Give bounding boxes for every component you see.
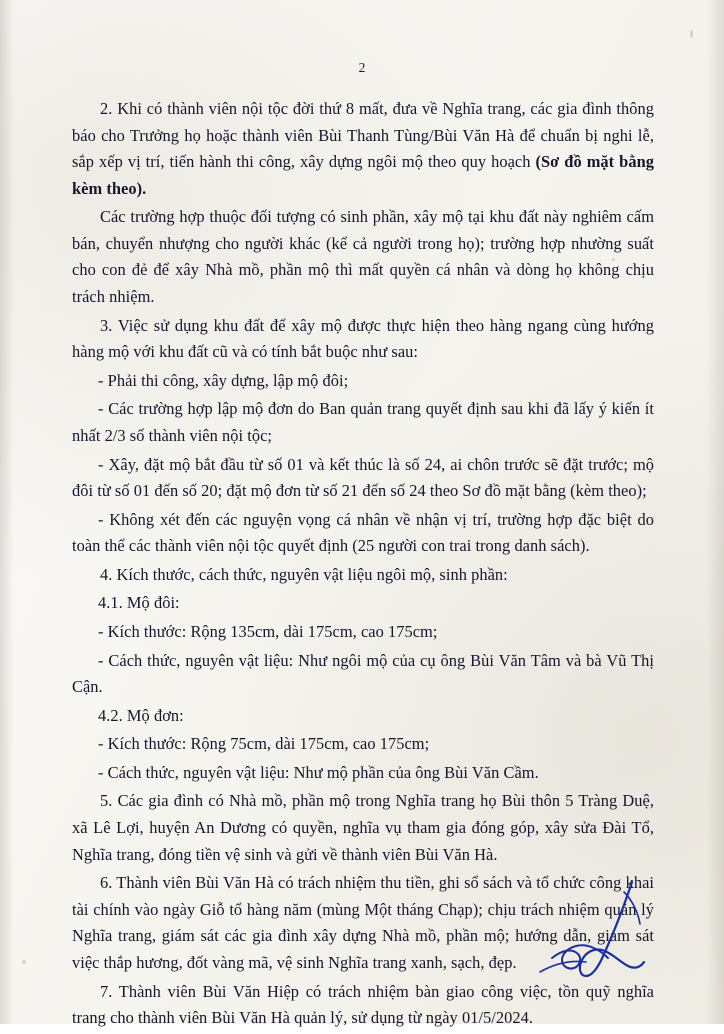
paragraph-3-item-a: - Phải thi công, xây dựng, lập mộ đôi;	[98, 370, 349, 390]
paragraph-4-1-size: - Kích thước: Rộng 135cm, dài 175cm, cao 175cm;	[98, 621, 438, 641]
page-number: 2	[358, 60, 366, 75]
paragraph-5: 5. Các gia đình có Nhà mồ, phần mộ trong Nghĩa trang họ Bùi thôn 5 Tràng Duệ, xã Lê Lợi, huyện An Dương có quyền, nghĩa vụ tham gia đóng góp, xây sửa Đài Tổ, Nghĩa trang, đóng tiền vệ sinh và gửi về thành viên Bùi Văn Hà.	[72, 791, 654, 864]
paragraph-3-item-c: - Xây, đặt mộ bắt đầu từ số 01 và kết thúc là số 24, ai chôn trước sẽ đặt trước; mộ đôi từ số 01 đến số 20; đặt mộ đơn từ số 21 đến số 24 theo Sơ đồ mặt bằng (kèm theo);	[72, 454, 654, 501]
paragraph-4-1-material: - Cách thức, nguyên vật liệu: Như ngôi mộ của cụ ông Bùi Văn Tâm và bà Vũ Thị Cận.	[72, 650, 654, 697]
paragraph-4-1-heading: 4.1. Mộ đôi:	[98, 593, 180, 613]
paragraph-4: 4. Kích thước, cách thức, nguyên vật liệu ngôi mộ, sinh phần:	[100, 564, 508, 584]
left-edge-shadow	[0, 0, 14, 1024]
paragraph-7: 7. Thành viên Bùi Văn Hiệp có trách nhiệm bàn giao công việc, tồn quỹ nghĩa trang cho thành viên Bùi Văn Hà quản lý, sử dụng từ ngày 01/5/2024.	[72, 981, 654, 1028]
paragraph-3-item-b: - Các trường hợp lập mộ đơn do Ban quản trang quyết định sau khi đã lấy ý kiến ít nhất 2/3 số thành viên nội tộc;	[72, 399, 654, 445]
paragraph-4-2-heading: 4.2. Mộ đơn:	[98, 705, 184, 725]
paragraph-run: 2. Khi có thành viên nội tộc đời thứ 8 mất, đưa về Nghĩa trang, các gia đình thông báo cho Trưởng họ hoặc thành viên Bùi Thanh Tùng/Bùi Văn Hà để chuẩn bị nghi lễ, sắp xếp vị trí, tiến hành thi công, xây dựng ngôi mộ theo quy hoạch	[72, 99, 654, 172]
paragraph-2	[72, 96, 654, 202]
paragraph-6: 6. Thành viên Bùi Văn Hà có trách nhiệm thu tiền, ghi sổ sách và tổ chức công khai tài chính vào ngày Giỗ tổ hàng năm (mùng Một tháng Chạp); chịu trách nhiệm quản lý Nghĩa trang, giám sát các gia đình xây dựng Nhà mồ, phần mộ; hướng dẫn, giám sát việc thắp hương, đốt vàng mã, vệ sinh Nghĩa trang xanh, sạch, đẹp.	[72, 873, 654, 972]
paragraph-run-bold: (Sơ đồ mặt bằng kèm theo)	[72, 152, 655, 198]
paragraph-3: 3. Việc sử dụng khu đất để xây mộ được thực hiện theo hàng ngang cùng hướng hàng mộ với khu đất cũ và có tính bắt buộc như sau:	[72, 315, 654, 362]
document-body	[72, 96, 654, 1034]
paragraph-run-bold: .	[142, 178, 147, 198]
paper-speck	[22, 960, 26, 964]
paragraph-3-item-d: - Không xét đến các nguyện vọng cá nhân về nhận vị trí, trường hợp đặc biệt do toàn thể các thành viên nội tộc quyết định (25 người con trai trong danh sách).	[72, 509, 654, 556]
right-edge-shadow	[706, 0, 724, 1024]
paragraph-transfer-rules: Các trường hợp thuộc đối tượng có sinh phần, xây mộ tại khu đất này nghiêm cấm bán, chuyển nhượng cho người khác (kể cả người trong họ); trường hợp nhường suất cho con đẻ để xây Nhà mồ, phần mộ thì mất quyền cá nhân và dòng họ không chịu trách nhiệm.	[72, 207, 654, 307]
paper-speck	[690, 30, 693, 38]
paragraph-4-2-size: - Kích thước: Rộng 75cm, dài 175cm, cao 175cm;	[98, 734, 430, 754]
paragraph-4-2-material: - Cách thức, nguyên vật liệu: Như mộ phần của ông Bùi Văn Cầm.	[98, 762, 539, 782]
